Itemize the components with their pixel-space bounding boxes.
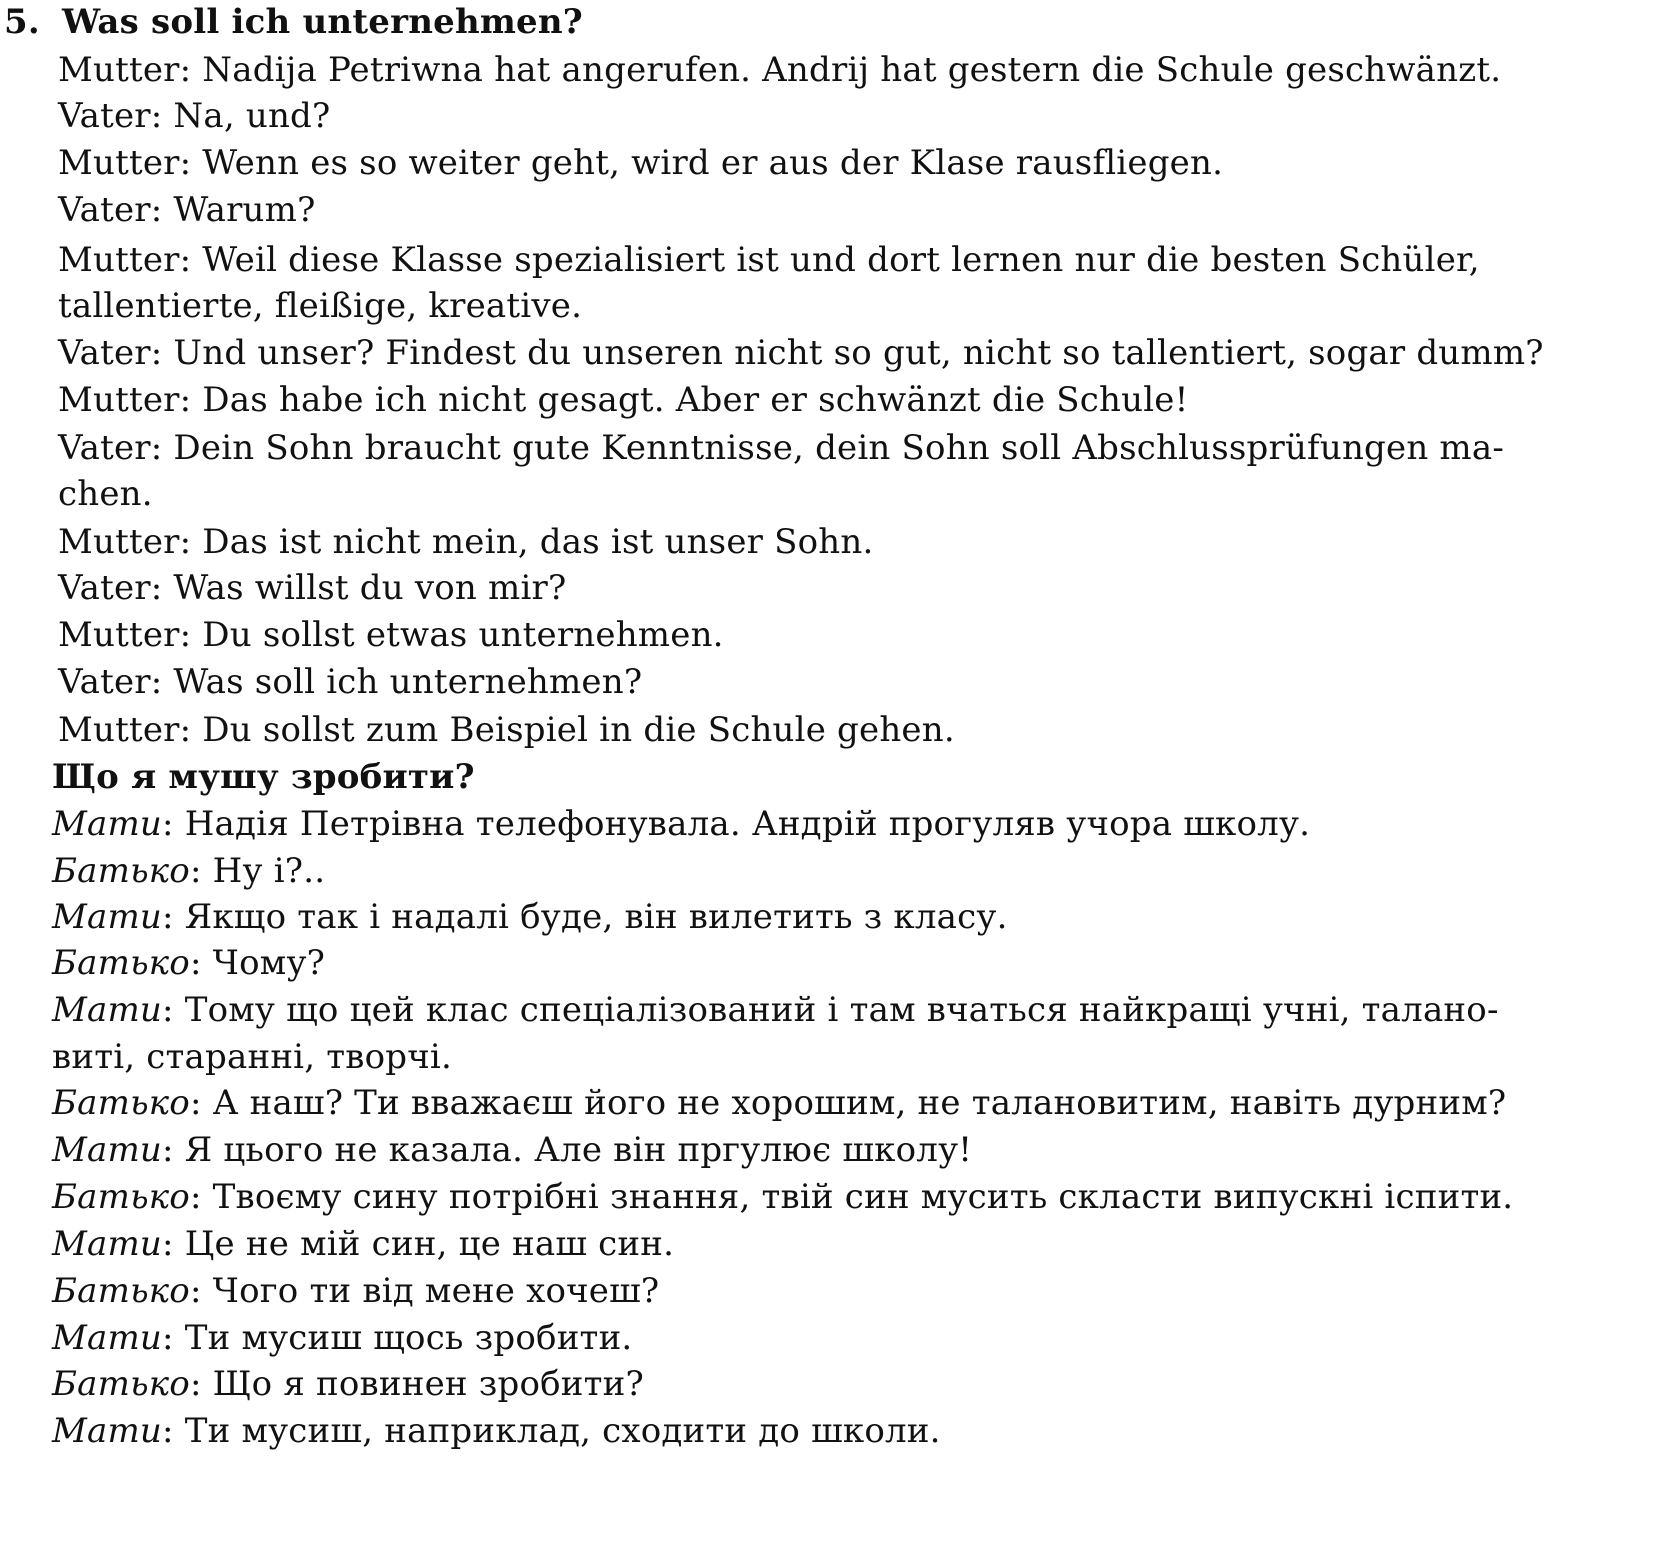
dialogue-text: : А наш? Ти вважаєш його не хорошим, не талановитим, навіть дурним?	[189, 1083, 1507, 1123]
ukrainian-line-1	[52, 804, 1310, 844]
german-line-14	[58, 662, 642, 702]
dialogue-text: Du sollst zum Beispiel in die Schule gehen.	[202, 710, 955, 750]
german-line-12	[58, 568, 566, 608]
german-line-10	[58, 474, 153, 514]
ukrainian-line-12	[52, 1318, 632, 1358]
speaker: Vater:	[58, 662, 163, 702]
german-line-6	[58, 286, 582, 326]
exercise-number: 5.	[4, 2, 40, 42]
dialogue-text: виті, старанні, творчі.	[52, 1037, 453, 1077]
ukrainian-line-3	[52, 897, 1008, 937]
dialogue-text: Weil diese Klasse spezialisiert ist und dort lernen nur die besten Schüler,	[202, 240, 1480, 280]
speaker: Мати	[52, 897, 163, 937]
german-line-13	[58, 615, 724, 655]
dialogue-text: Was soll ich unternehmen?	[173, 662, 643, 702]
dialogue-text: : Чого ти від мене хочеш?	[189, 1271, 660, 1311]
dialogue-text: chen.	[58, 474, 153, 514]
german-line-1	[58, 50, 1501, 90]
dialogue-text: : Ти мусиш, наприклад, сходити до школи.	[162, 1411, 941, 1451]
ukrainian-title: Що я мушу зробити?	[52, 757, 475, 797]
speaker: Mutter:	[58, 380, 192, 420]
speaker: Батько	[52, 1177, 190, 1217]
speaker: Мати	[52, 1224, 163, 1264]
dialogue-text: : Я цього не казала. Але він пргулює школу!	[162, 1130, 973, 1170]
ukrainian-line-4	[52, 943, 325, 983]
ukrainian-line-5	[52, 990, 1499, 1030]
dialogue-text: Wenn es so weiter geht, wird er aus der Klase rausfliegen.	[202, 143, 1224, 183]
dialogue-text: Warum?	[173, 190, 316, 230]
speaker: Mutter:	[58, 50, 192, 90]
german-line-4	[58, 190, 316, 230]
german-line-15	[58, 710, 955, 750]
german-line-5	[58, 240, 1480, 280]
speaker: Батько	[52, 1083, 190, 1123]
exercise-heading	[4, 2, 583, 42]
dialogue-text: Und unser? Findest du unseren nicht so gut, nicht so tallentiert, sogar dumm?	[173, 333, 1544, 373]
ukrainian-line-8	[52, 1130, 972, 1170]
speaker: Мати	[52, 804, 163, 844]
speaker: Батько	[52, 943, 190, 983]
ukrainian-line-2	[52, 851, 325, 891]
dialogue-text: : Надія Петрівна телефонувала. Андрій прогуляв учора школу.	[162, 804, 1311, 844]
dialogue-text: Du sollst etwas unternehmen.	[202, 615, 724, 655]
dialogue-text: Nadija Petriwna hat angerufen. Andrij hat gestern die Schule geschwänzt.	[202, 50, 1502, 90]
speaker: Vater:	[58, 190, 163, 230]
ukrainian-line-13	[52, 1364, 644, 1404]
ukrainian-line-6	[52, 1037, 452, 1077]
dialogue-text: Was willst du von mir?	[173, 568, 567, 608]
ukrainian-line-7	[52, 1083, 1506, 1123]
speaker: Mutter:	[58, 143, 192, 183]
speaker: Мати	[52, 1318, 163, 1358]
german-line-9	[58, 428, 1504, 468]
speaker: Мати	[52, 1130, 163, 1170]
speaker: Батько	[52, 851, 190, 891]
speaker: Mutter:	[58, 710, 192, 750]
ukrainian-line-10	[52, 1224, 674, 1264]
german-line-11	[58, 522, 873, 562]
speaker: Mutter:	[58, 615, 192, 655]
german-line-7	[58, 333, 1544, 373]
speaker: Vater:	[58, 428, 163, 468]
speaker: Mutter:	[58, 522, 192, 562]
dialogue-text: : Що я повинен зробити?	[189, 1364, 644, 1404]
speaker: Батько	[52, 1364, 190, 1404]
speaker: Vater:	[58, 333, 163, 373]
speaker: Vater:	[58, 568, 163, 608]
speaker: Мати	[52, 990, 163, 1030]
dialogue-text: : Ну і?..	[189, 851, 326, 891]
dialogue-text: Das ist nicht mein, das ist unser Sohn.	[202, 522, 874, 562]
ukrainian-line-14	[52, 1411, 941, 1451]
german-line-8	[58, 380, 1188, 420]
speaker: Vater:	[58, 96, 163, 136]
dialogue-text: : Чому?	[189, 943, 326, 983]
exercise-title: Was soll ich unternehmen?	[62, 2, 583, 42]
ukrainian-line-9	[52, 1177, 1513, 1217]
dialogue-text: : Це не мій син, це наш син.	[162, 1224, 675, 1264]
dialogue-text: Na, und?	[173, 96, 331, 136]
german-line-2	[58, 96, 330, 136]
german-line-3	[58, 143, 1223, 183]
speaker: Mutter:	[58, 240, 192, 280]
dialogue-text: : Якщо так і надалі буде, він вилетить з класу.	[162, 897, 1008, 937]
speaker: Мати	[52, 1411, 163, 1451]
ukrainian-line-11	[52, 1271, 659, 1311]
dialogue-text: tallentierte, fleißige, kreative.	[58, 286, 583, 326]
dialogue-text: : Ти мусиш щось зробити.	[162, 1318, 633, 1358]
dialogue-text: Dein Sohn braucht gute Kenntnisse, dein Sohn soll Abschlussprüfungen ma-	[173, 428, 1505, 468]
dialogue-text: : Твоєму сину потрібні знання, твій син мусить скласти випускні іспити.	[189, 1177, 1514, 1217]
dialogue-text: : Тому що цей клас спеціалізований і там вчаться найкращі учні, талано-	[162, 990, 1499, 1030]
speaker: Батько	[52, 1271, 190, 1311]
dialogue-text: Das habe ich nicht gesagt. Aber er schwänzt die Schule!	[202, 380, 1189, 420]
